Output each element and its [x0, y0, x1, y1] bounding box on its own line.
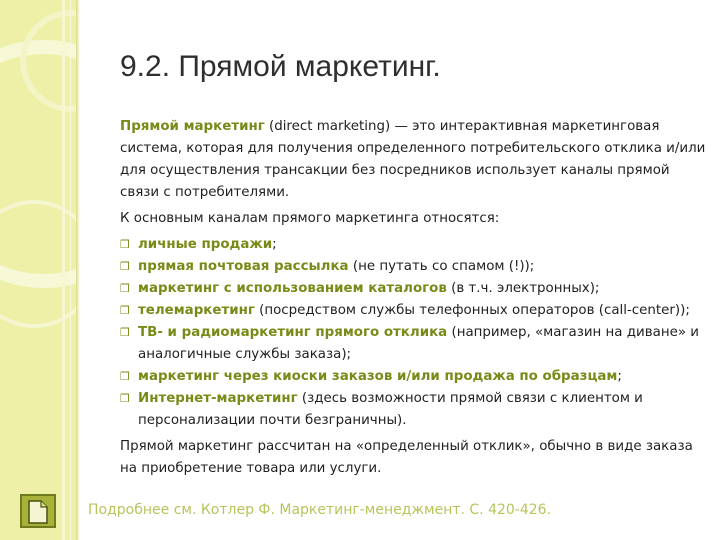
channel-term: телемаркетинг: [138, 303, 255, 318]
bullet-icon: ❒: [120, 392, 130, 405]
conclusion-paragraph: Прямой маркетинг рассчитан на «определенный отклик», обычно в виде заказа на приобретение товара или услуги.: [120, 439, 693, 476]
channel-term: личные продажи: [138, 237, 273, 252]
channel-term: маркетинг через киоски заказов и/или продажа по образцам: [138, 369, 618, 384]
bullet-icon: ❒: [120, 326, 130, 339]
bullet-icon: ❒: [120, 370, 130, 383]
bullet-icon: ❒: [120, 238, 130, 251]
footer-reference: Подробнее см. Котлер Ф. Маркетинг-менеджмент. С. 420-426.: [88, 502, 552, 518]
channel-text: (например, «магазин на диване» и аналогичные службы заказа);: [138, 325, 699, 362]
channel-text: ;: [617, 369, 622, 384]
list-item: [120, 256, 710, 278]
panel-edge: [76, 0, 80, 540]
bullet-icon: ❒: [120, 304, 130, 317]
list-item: [120, 300, 710, 322]
definition-term: Прямой маркетинг: [120, 119, 265, 134]
bullet-icon: ❒: [120, 282, 130, 295]
document-nav-button[interactable]: [20, 494, 56, 528]
decorative-circle: [0, 200, 78, 328]
channels-intro: К основным каналам прямого маркетинга относятся:: [120, 211, 500, 226]
list-item: [120, 388, 710, 432]
channel-term: ТВ- и радиомаркетинг прямого отклика: [138, 325, 448, 340]
list-item: [120, 366, 710, 388]
channel-text: (в т.ч. электронных);: [446, 281, 600, 296]
bullet-icon: ❒: [120, 260, 130, 273]
list-item: [120, 322, 710, 366]
list-item: [120, 278, 710, 300]
slide-title: 9.2. Прямой маркетинг.: [120, 50, 441, 83]
channels-list: [120, 234, 710, 432]
channel-text: (здесь возможности прямой связи с клиентом и персонализации почти безграничны).: [138, 391, 643, 428]
channel-term: маркетинг с использованием каталогов: [138, 281, 447, 296]
sidebar-stripe: [70, 0, 71, 540]
channel-text: (посредством службы телефонных операторов (call-center));: [254, 303, 690, 318]
definition-text: (direct marketing) — это интерактивная маркетинговая система, которая для получения определенного потребительского отклика и/или для осуществления трансакции без посредников использует каналы прямой связи с потребителями.: [120, 119, 706, 200]
channel-text: (не путать со спамом (!));: [348, 259, 535, 274]
slide-content: [120, 116, 710, 484]
sidebar-decoration: [0, 0, 78, 540]
channel-text: ;: [272, 237, 277, 252]
document-icon: [28, 500, 48, 524]
channel-term: прямая почтовая рассылка: [138, 259, 349, 274]
channel-term: Интернет-маркетинг: [138, 391, 298, 406]
list-item: [120, 234, 710, 256]
sidebar-stripe: [62, 0, 65, 540]
definition-paragraph: [120, 116, 710, 204]
